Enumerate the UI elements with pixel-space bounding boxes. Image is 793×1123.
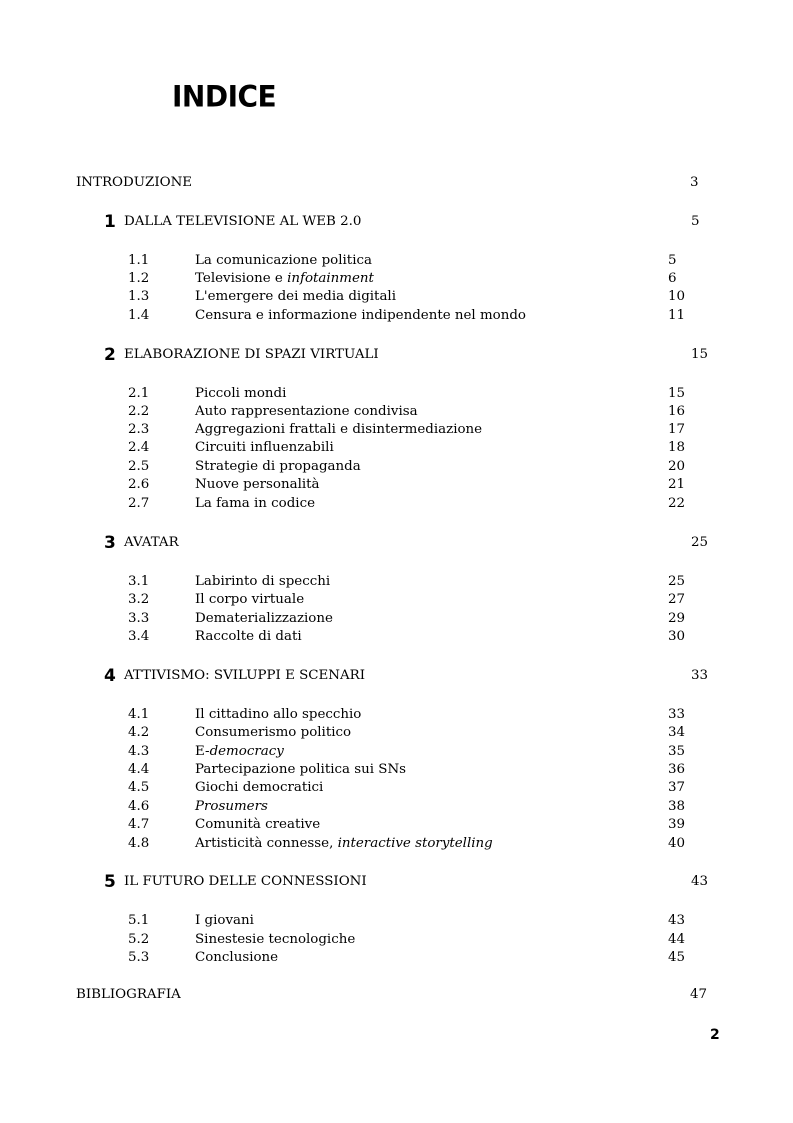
section-title: La fama in codice (195, 496, 316, 511)
chapter-number: 5 (104, 872, 116, 892)
section-title: Labirinto di specchi (195, 574, 331, 589)
section-page: 20 (668, 459, 686, 474)
section-number: 4.1 (128, 707, 150, 722)
section-page: 38 (668, 799, 686, 814)
chapter-number: 1 (104, 212, 116, 232)
section-number: 2.6 (128, 477, 150, 492)
section-number: 3.1 (128, 574, 150, 589)
toc-section[interactable] (128, 421, 698, 439)
section-number: 3.4 (128, 629, 150, 644)
section-page: 18 (668, 440, 686, 455)
section-page: 17 (668, 422, 686, 437)
section-page: 22 (668, 496, 686, 511)
section-page: 37 (668, 780, 686, 795)
section-title: Artisticità connesse, interactive storytelling (195, 836, 493, 851)
toc-bibliography[interactable] (76, 986, 706, 1004)
section-page: 36 (668, 762, 686, 777)
section-page: 33 (668, 707, 686, 722)
toc-introduction[interactable] (76, 174, 706, 192)
toc-section[interactable] (128, 798, 698, 816)
chapter-page: 43 (691, 874, 709, 889)
chapter-page: 15 (691, 347, 709, 362)
section-title: Televisione e infotainment (195, 271, 374, 286)
section-title: L'emergere dei media digitali (195, 289, 396, 304)
toc-section[interactable] (128, 743, 698, 761)
section-title: Prosumers (195, 799, 268, 814)
section-number: 3.3 (128, 611, 150, 626)
section-title: Dematerializzazione (195, 611, 333, 626)
section-page: 35 (668, 744, 686, 759)
toc-section[interactable] (128, 912, 698, 930)
section-page: 43 (668, 913, 686, 928)
toc-section[interactable] (128, 385, 698, 403)
chapter-title: AVATAR (124, 535, 179, 550)
section-page: 34 (668, 725, 686, 740)
section-title: Piccoli mondi (195, 386, 287, 401)
section-number: 5.1 (128, 913, 150, 928)
section-page: 25 (668, 574, 686, 589)
toc-section[interactable] (128, 761, 698, 779)
section-number: 5.2 (128, 932, 150, 947)
chapter-title: IL FUTURO DELLE CONNESSIONI (124, 874, 367, 889)
section-page: 39 (668, 817, 686, 832)
section-title: E-democracy (195, 744, 284, 759)
chapter-title: ELABORAZIONE DI SPAZI VIRTUALI (124, 347, 379, 362)
section-number: 2.4 (128, 440, 150, 455)
section-title: Sinestesie tecnologiche (195, 932, 356, 947)
toc-introduction-page: 3 (690, 175, 699, 190)
section-number: 1.1 (128, 253, 150, 268)
toc-chapter-1[interactable] (104, 213, 704, 231)
toc-section[interactable] (128, 779, 698, 797)
section-number: 5.3 (128, 950, 150, 965)
section-page: 27 (668, 592, 686, 607)
section-title: Nuove personalità (195, 477, 320, 492)
section-number: 4.2 (128, 725, 150, 740)
section-page: 16 (668, 404, 686, 419)
toc-section[interactable] (128, 573, 698, 591)
section-title: Censura e informazione indipendente nel mondo (195, 308, 526, 323)
toc-section[interactable] (128, 439, 698, 457)
section-page: 29 (668, 611, 686, 626)
section-title: La comunicazione politica (195, 253, 372, 268)
chapter-page: 33 (691, 668, 709, 683)
section-title: Il cittadino allo specchio (195, 707, 362, 722)
section-page: 10 (668, 289, 686, 304)
section-title: I giovani (195, 913, 254, 928)
toc-chapter-4[interactable] (104, 666, 709, 686)
chapter-page: 5 (691, 214, 700, 229)
section-title: Auto rappresentazione condivisa (195, 404, 418, 419)
toc-section[interactable] (128, 610, 698, 628)
section-page: 6 (668, 271, 677, 286)
section-title: Partecipazione politica sui SNs (195, 762, 407, 777)
chapter-title: ATTIVISMO: SVILUPPI E SCENARI (124, 668, 366, 683)
toc-section[interactable] (128, 931, 698, 949)
toc-section[interactable] (128, 495, 698, 513)
toc-section[interactable] (128, 706, 698, 724)
chapter-number: 2 (104, 345, 116, 365)
toc-bibliography-page: 47 (690, 987, 708, 1002)
section-number: 2.2 (128, 404, 150, 419)
section-number: 4.7 (128, 817, 150, 832)
section-number: 2.3 (128, 422, 150, 437)
section-number: 4.4 (128, 762, 150, 777)
section-number: 2.5 (128, 459, 150, 474)
section-title: Il corpo virtuale (195, 592, 305, 607)
toc-section[interactable] (128, 476, 698, 494)
toc-bibliography-label: BIBLIOGRAFIA (76, 987, 181, 1002)
toc-section[interactable] (128, 288, 698, 306)
section-number: 3.2 (128, 592, 150, 607)
chapter-number: 3 (104, 533, 116, 553)
toc-section[interactable] (128, 835, 698, 853)
toc-section[interactable] (128, 252, 698, 270)
page-title: INDICE (172, 79, 277, 114)
section-page: 44 (668, 932, 686, 947)
section-number: 4.6 (128, 799, 150, 814)
section-title: Giochi democratici (195, 780, 324, 795)
section-number: 1.3 (128, 289, 150, 304)
section-title: Circuiti influenzabili (195, 440, 334, 455)
chapter-number: 4 (104, 666, 116, 686)
toc-section[interactable] (128, 591, 698, 609)
section-title: Raccolte di dati (195, 629, 302, 644)
section-number: 4.8 (128, 836, 150, 851)
toc-section[interactable] (128, 949, 698, 967)
section-page: 15 (668, 386, 686, 401)
toc-section[interactable] (128, 403, 698, 421)
toc-section[interactable] (128, 270, 698, 288)
section-title: Conclusione (195, 950, 279, 965)
section-title: Strategie di propaganda (195, 459, 361, 474)
section-number: 2.7 (128, 496, 150, 511)
toc-section[interactable] (128, 816, 698, 834)
toc-chapter-3[interactable] (104, 533, 709, 553)
toc-introduction-label: INTRODUZIONE (76, 175, 193, 190)
section-number: 4.5 (128, 780, 150, 795)
toc-chapter-5[interactable] (104, 872, 709, 892)
section-page: 40 (668, 836, 686, 851)
section-page: 45 (668, 950, 686, 965)
toc-section[interactable] (128, 458, 698, 476)
section-page: 11 (668, 308, 686, 323)
section-number: 1.4 (128, 308, 150, 323)
section-number: 4.3 (128, 744, 150, 759)
toc-section[interactable] (128, 628, 698, 646)
section-title: Aggregazioni frattali e disintermediazione (195, 422, 483, 437)
section-page: 5 (668, 253, 677, 268)
section-number: 1.2 (128, 271, 150, 286)
page-number: 2 (710, 1027, 720, 1043)
toc-chapter-2[interactable] (104, 345, 709, 365)
chapter-title: DALLA TELEVISIONE AL WEB 2.0 (124, 214, 362, 229)
section-page: 30 (668, 629, 686, 644)
chapter-page: 25 (691, 535, 709, 550)
section-page: 21 (668, 477, 686, 492)
toc-section[interactable] (128, 724, 698, 742)
toc-section[interactable] (128, 307, 698, 325)
section-title: Consumerismo politico (195, 725, 352, 740)
section-number: 2.1 (128, 386, 150, 401)
section-title: Comunità creative (195, 817, 321, 832)
